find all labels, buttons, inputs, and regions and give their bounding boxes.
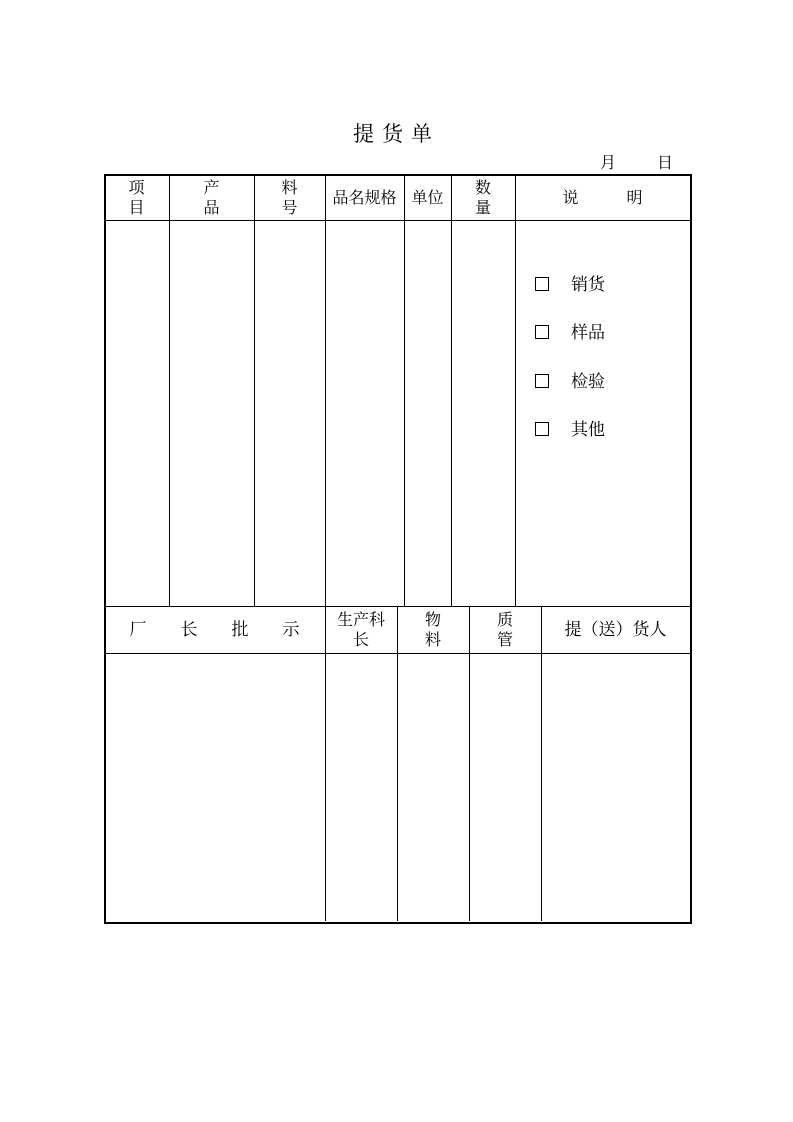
option-inspection[interactable]	[535, 367, 605, 392]
checkbox-icon[interactable]	[535, 422, 549, 436]
header-deliverer: 提（送）货人	[564, 620, 667, 640]
date-month-label: 月	[600, 153, 617, 172]
form-title: 提货单	[353, 122, 440, 146]
header-production-chief: 生产科 长	[336, 610, 385, 649]
divider	[404, 174, 405, 606]
header-description: 说 明	[562, 188, 643, 207]
option-label: 其他	[571, 420, 605, 440]
divider	[254, 174, 255, 606]
divider	[541, 606, 542, 921]
divider	[325, 174, 326, 606]
header-product: 产 品	[203, 178, 220, 217]
date-day-label: 日	[657, 153, 674, 172]
option-sales[interactable]	[535, 270, 605, 295]
header-spec: 品名规格	[332, 188, 397, 207]
header-materials: 物 料	[424, 610, 441, 649]
option-sample[interactable]	[535, 318, 605, 343]
option-other[interactable]	[535, 415, 605, 440]
header-part-number: 料 号	[281, 178, 298, 217]
header-quantity: 数 量	[474, 178, 491, 217]
divider	[169, 174, 170, 606]
checkbox-icon[interactable]	[535, 277, 549, 291]
checkbox-icon[interactable]	[535, 325, 549, 339]
divider	[469, 606, 470, 921]
divider	[397, 606, 398, 921]
checkbox-icon[interactable]	[535, 374, 549, 388]
header-item: 项 目	[128, 178, 145, 217]
divider	[515, 174, 516, 606]
header-director-approval: 厂 长 批 示	[129, 620, 300, 640]
option-label: 检验	[571, 372, 605, 392]
option-label: 样品	[571, 323, 605, 343]
divider	[451, 174, 452, 606]
header-quality: 质 管	[496, 610, 513, 649]
option-label: 销货	[571, 275, 605, 295]
divider	[325, 606, 326, 921]
divider	[104, 220, 690, 221]
header-unit: 单位	[411, 188, 444, 207]
